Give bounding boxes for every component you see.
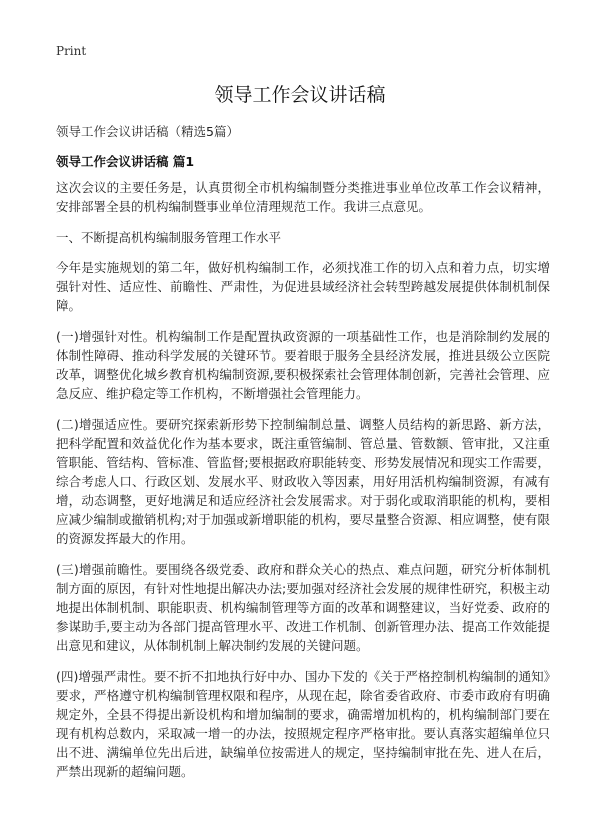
document-title: 领导工作会议讲话稿: [214, 84, 386, 106]
print-link[interactable]: Print: [56, 44, 87, 58]
document-subtitle: 领导工作会议讲话稿（精选5篇）: [56, 124, 239, 139]
document-body: [56, 178, 550, 793]
paragraph-intro: 这次会议的主要任务是，认真贯彻全市机构编制暨分类推进事业单位改革工作会议精神，安排部署全县的机构编制暨事业单位清理规范工作。我讲三点意见。: [56, 180, 550, 214]
paragraph-point-4: (四)增强严肃性。要不折不扣地执行好中办、国办下发的《关于严格控制机构编制的通知》要求，严格遵守机构编制管理权限和程序，从现在起，除省委省政府、市委市政府有明确规定外，全县不得提出新设机构和增加编制的要求，确需增加机构的，机构编制部门要在现有机构总数内，采取减一增一的办法，按照规定程序严格审批。要认真落实超编单位只出不进、满编单位先出后进，缺编单位按需进人的规定，坚持编制审批在先、进人在后，严禁出现新的超编问题。: [56, 669, 550, 779]
section-heading: 领导工作会议讲话稿 篇1: [56, 154, 195, 169]
paragraph-point-1: (一)增强针对性。机构编制工作是配置执政资源的一项基础性工作，也是消除制约发展的体制性障碍、推动科学发展的关键环节。要着眼于服务全县经济发展，推进县级公立医院改革，调整优化城乡教育机构编制资源,要积极探索社会管理体制创新，完善社会管理、应急反应、维护稳定等工作机构，不断增强社会管理能力。: [56, 329, 550, 401]
paragraph-overview: 今年是实施规划的第二年，做好机构编制工作，必须找准工作的切入点和着力点，切实增强针对性、适应性、前瞻性、严肃性，为促进县域经济社会转型跨越发展提供体制机制保障。: [56, 260, 550, 313]
paragraph-point-2: (二)增强适应性。要研究探索新形势下控制编制总量、调整人员结构的新思路、新方法，把科学配置和效益优化作为基本要求，既注重管编制、管总量、管数额、管审批，又注重管职能、管结构、管标准、管监督;要根据政府职能转变、形势发展情况和现实工作需要，综合考虑人口、行政区划、发展水平、财政收入等因素，用好用活机构编制资源，有减有增，动态调整，更好地满足和适应经济社会发展需求。对于弱化或取消职能的机构，要相应减少编制或撤销机构;对于加强或新增职能的机构，要尽量整合资源、相应调整，使有限的资源发挥最大的作用。: [56, 417, 550, 546]
paragraph-point-3: (三)增强前瞻性。要围绕各级党委、政府和群众关心的热点、难点问题，研究分析体制机制方面的原因，有针对性地提出解决办法;要加强对经济社会发展的规律性研究，积极主动地提出体制机制、职能职责、机构编制管理等方面的改革和调整建议，当好党委、政府的参谋助手,要主动为各部门提高管理水平、改进工作机制、创新管理办法、提高工作效能提出意见和建议，从体制机制上解决制约发展的关键问题。: [56, 562, 550, 653]
paragraph-heading-1: 一、不断提高机构编制服务管理工作水平: [56, 230, 282, 245]
